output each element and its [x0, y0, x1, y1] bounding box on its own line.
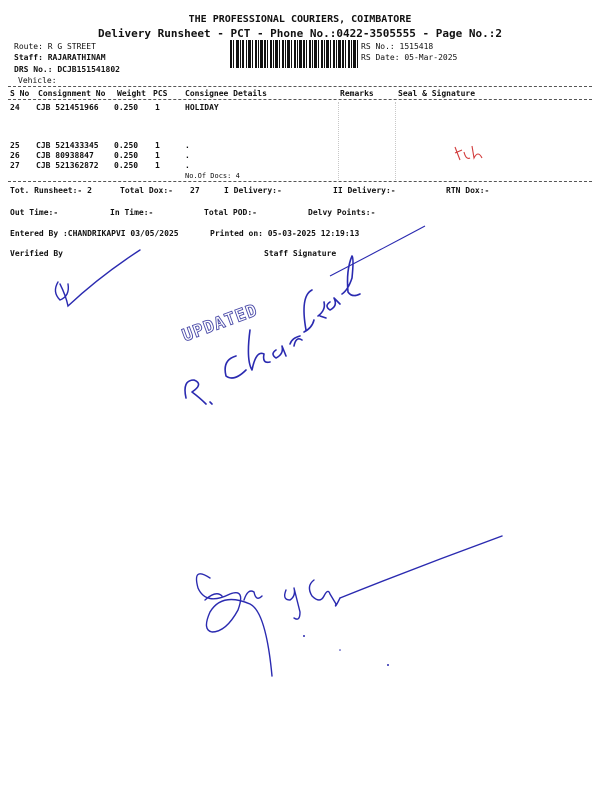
company-title: THE PROFESSIONAL COURIERS, COIMBATORE — [188, 14, 412, 25]
col-consignment-header: Consignment No — [38, 89, 106, 98]
col-seal-header: Seal & Signature — [398, 89, 476, 98]
col-weight-header: Weight — [117, 89, 146, 98]
vehicle-label: Vehicle: — [18, 76, 57, 85]
in-time: In Time:- — [110, 208, 154, 217]
svg-text:UPDATED: UPDATED — [179, 300, 261, 347]
col-sno-header: S No — [10, 89, 30, 98]
row-sno: 24 — [10, 103, 20, 112]
row-consignment: CJB 80938847 — [36, 151, 94, 160]
remarks-mark — [455, 146, 482, 160]
row-pcs: 1 — [155, 151, 160, 160]
row-consignee: . — [185, 151, 190, 160]
bottom-signature — [197, 536, 503, 676]
row-sno: 25 — [10, 141, 20, 150]
row-pcs: 1 — [155, 161, 160, 170]
row-weight: 0.250 — [114, 161, 139, 170]
row-weight: 0.250 — [114, 151, 139, 160]
rtn-dox: RTN Dox:- — [446, 186, 490, 195]
row-sno: 27 — [10, 161, 20, 170]
entered-by: Entered By :CHANDRIKAPVI 03/05/2025 — [10, 229, 179, 238]
row-consignee: HOLIDAY — [185, 103, 219, 112]
route-label: Route: R G STREET — [14, 42, 96, 51]
printed-on: Printed on: 05-03-2025 12:19:13 — [210, 229, 360, 238]
row-pcs: 1 — [155, 141, 160, 150]
staff-label: Staff: RAJARATHINAM — [14, 53, 106, 62]
tot-runsheet: Tot. Runsheet:- 2 — [10, 186, 92, 195]
row-weight: 0.250 — [114, 141, 139, 150]
row-consignment: CJB 521451966 — [36, 103, 99, 112]
no-of-docs: No.Of Docs: 4 — [185, 172, 240, 180]
staff-signature-label: Staff Signature — [264, 249, 337, 258]
runsheet-subtitle: Delivery Runsheet - PCT - Phone No.:0422-3505555 - Page No.:2 — [98, 27, 502, 40]
total-dox-label: Total Dox:- — [120, 186, 173, 195]
col-remarks-header: Remarks — [340, 89, 374, 98]
row-consignee: . — [185, 141, 190, 150]
stray-marks — [303, 635, 389, 666]
rs-date: RS Date: 05-Mar-2025 — [361, 53, 458, 62]
verified-signature — [55, 250, 140, 306]
ii-delivery: II Delivery:- — [333, 186, 396, 195]
col-consignee-header: Consignee Details — [185, 89, 267, 98]
out-time: Out Time:- — [10, 208, 59, 217]
total-pod: Total POD:- — [204, 208, 257, 217]
pen-stroke — [330, 226, 425, 276]
total-dox-value: 27 — [190, 186, 200, 195]
verified-by: Verified By — [10, 249, 63, 258]
row-sno: 26 — [10, 151, 20, 160]
drs-number: DRS No.: DCJB151541802 — [14, 65, 120, 74]
row-consignment: CJB 521362872 — [36, 161, 99, 170]
row-consignment: CJB 521433345 — [36, 141, 99, 150]
row-weight: 0.250 — [114, 103, 139, 112]
row-pcs: 1 — [155, 103, 160, 112]
i-delivery: I Delivery:- — [224, 186, 282, 195]
col-pcs-header: PCS — [153, 89, 168, 98]
delvy-points: Delvy Points:- — [308, 208, 376, 217]
rs-number: RS No.: 1515418 — [361, 42, 434, 51]
row-consignee: . — [185, 161, 190, 170]
